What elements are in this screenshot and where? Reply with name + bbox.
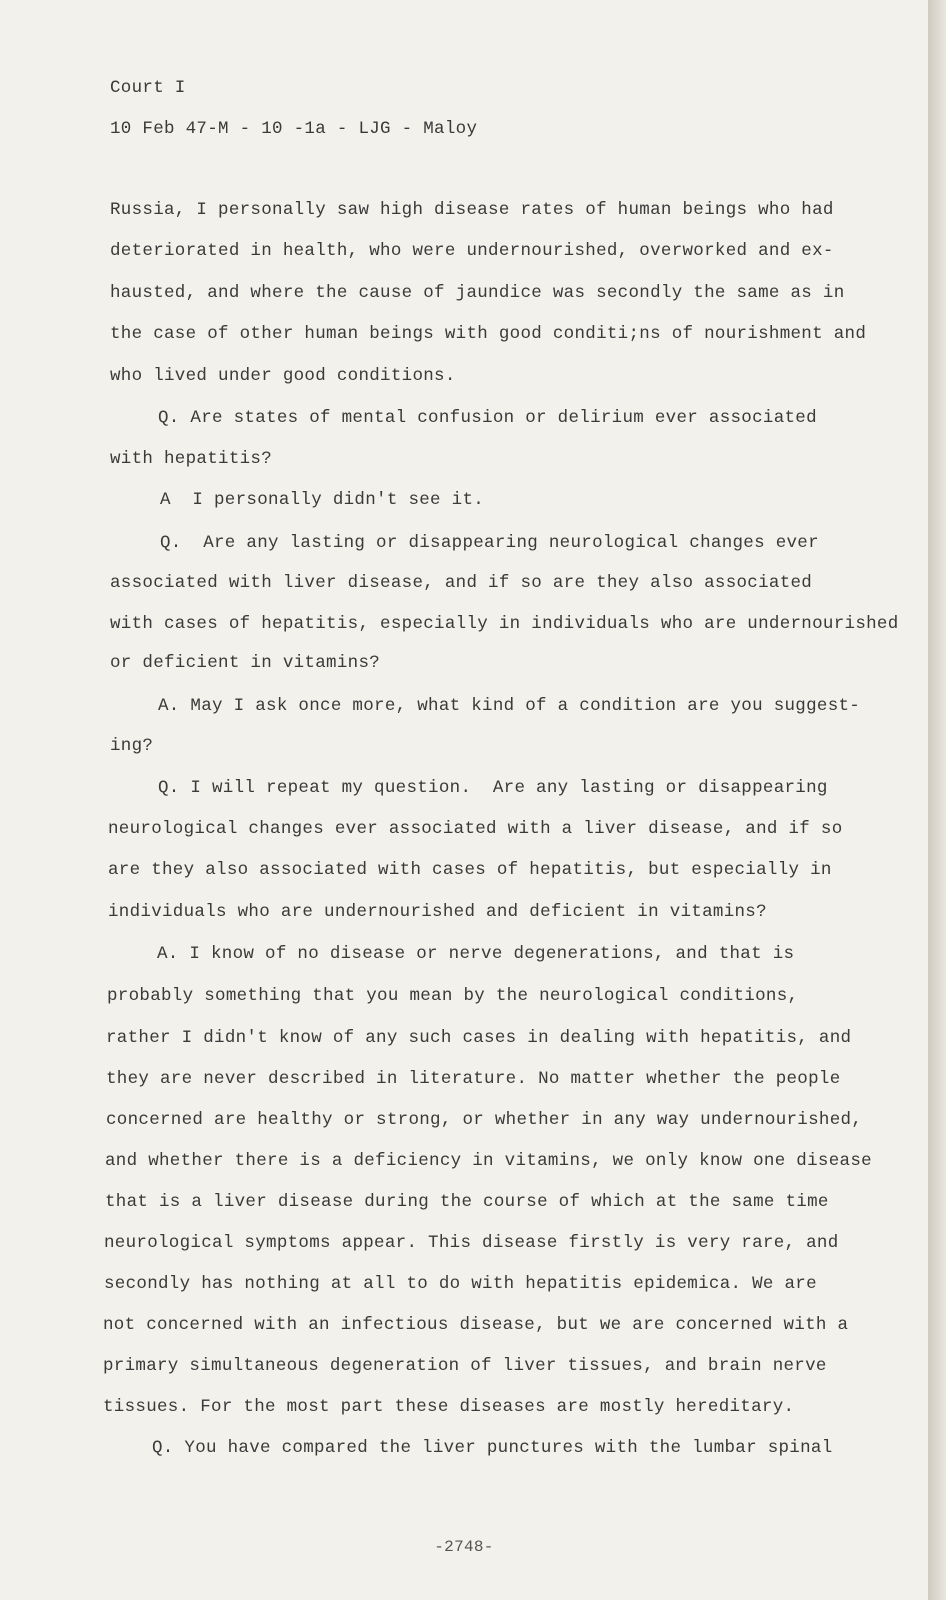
text-line: deteriorated in health, who were undernourished, overworked and ex- [110, 241, 834, 261]
question-line: Q. I will repeat my question. Are any lasting or disappearing [158, 778, 828, 798]
session-line: 10 Feb 47-M - 10 -1a - LJG - Maloy [110, 119, 478, 139]
text-line: the case of other human beings with good conditi;ns of nourishment and [110, 324, 867, 344]
text-line: are they also associated with cases of hepatitis, but especially in [108, 860, 832, 880]
text-line: associated with liver disease, and if so are they also associated [110, 573, 813, 593]
text-line: probably something that you mean by the neurological conditions, [107, 986, 799, 1006]
page-edge [928, 0, 946, 1600]
text-line: that is a liver disease during the course of which at the same time [105, 1192, 829, 1212]
court-label: Court I [110, 78, 186, 98]
text-line: with cases of hepatitis, especially in individuals who are undernourished [110, 614, 899, 634]
answer-line: A I personally didn't see it. [160, 490, 485, 510]
text-line: tissues. For the most part these diseases are mostly hereditary. [103, 1397, 795, 1417]
text-line: hausted, and where the cause of jaundice was secondly the same as in [110, 283, 845, 303]
answer-line: A. I know of no disease or nerve degenerations, and that is [157, 944, 795, 964]
text-line: rather I didn't know of any such cases in dealing with hepatitis, and [106, 1028, 852, 1048]
answer-line: A. May I ask once more, what kind of a condition are you suggest- [158, 696, 861, 716]
text-line: individuals who are undernourished and deficient in vitamins? [108, 902, 767, 922]
text-line: secondly has nothing at all to do with hepatitis epidemica. We are [104, 1274, 817, 1294]
text-line: primary simultaneous degeneration of liver tissues, and brain nerve [103, 1356, 827, 1376]
text-line: they are never described in literature. No matter whether the people [106, 1069, 841, 1089]
text-line: and whether there is a deficiency in vitamins, we only know one disease [105, 1151, 872, 1171]
question-line: Q. Are any lasting or disappearing neurological changes ever [160, 533, 819, 553]
question-line: Q. Are states of mental confusion or delirium ever associated [158, 408, 817, 428]
text-line: neurological symptoms appear. This disease firstly is very rare, and [104, 1233, 839, 1253]
question-line: Q. You have compared the liver punctures with the lumbar spinal [152, 1438, 833, 1458]
text-line: with hepatitis? [110, 449, 273, 469]
text-line: concerned are healthy or strong, or whether in any way undernourished, [106, 1110, 863, 1130]
text-line: Russia, I personally saw high disease rates of human beings who had [110, 200, 834, 220]
text-line: not concerned with an infectious disease, but we are concerned with a [103, 1315, 849, 1335]
text-line: or deficient in vitamins? [110, 653, 381, 673]
text-line: ing? [110, 736, 154, 756]
text-line: neurological changes ever associated with a liver disease, and if so [108, 819, 843, 839]
page-number: -2748- [434, 1538, 494, 1556]
text-line: who lived under good conditions. [110, 366, 456, 386]
